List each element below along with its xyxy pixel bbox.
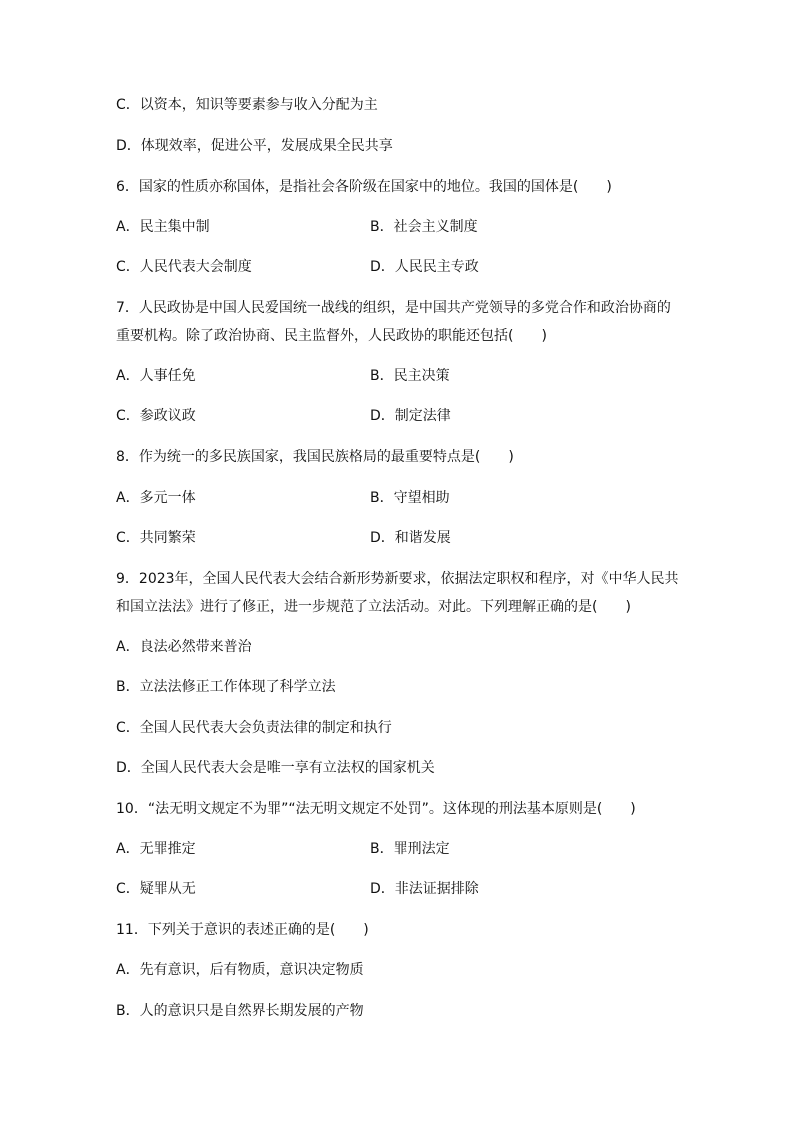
- q6-option-b: B．社会主义制度: [370, 219, 478, 235]
- q6-option-c: C．人民代表大会制度: [116, 259, 252, 275]
- q7-option-d: D．制定法律: [370, 408, 451, 424]
- q5-option-d: D．体现效率，促进公平，发展成果全民共享: [116, 138, 393, 154]
- q9-option-c: C．全国人民代表大会负责法律的制定和执行: [116, 720, 392, 736]
- q6-option-d: D．人民民主专政: [370, 259, 479, 275]
- q7-option-a: A．人事任免: [116, 368, 196, 384]
- q8-option-a: A．多元一体: [116, 490, 196, 506]
- q8-stem: 8．作为统一的多民族国家，我国民族格局的最重要特点是( ): [116, 449, 514, 465]
- q5-option-c: C．以资本，知识等要素参与收入分配为主: [116, 97, 378, 113]
- q11-option-a: A．先有意识，后有物质，意识决定物质: [116, 962, 364, 978]
- q11-option-b: B．人的意识只是自然界长期发展的产物: [116, 1003, 364, 1019]
- q7-stem-line2: 重要机构。除了政治协商、民主监督外，人民政协的职能还包括( ): [116, 328, 547, 344]
- q7-option-b: B．民主决策: [370, 368, 450, 384]
- q7-stem-line1: 7．人民政协是中国人民爱国统一战线的组织，是中国共产党领导的多党合作和政治协商的: [116, 300, 671, 316]
- q10-option-a: A．无罪推定: [116, 841, 196, 857]
- q6-option-a: A．民主集中制: [116, 219, 210, 235]
- q9-stem-line1: 9．2023年，全国人民代表大会结合新形势新要求，依据法定职权和程序，对《中华人民共: [116, 571, 679, 587]
- q10-option-b: B．罪刑法定: [370, 841, 450, 857]
- q11-stem: 11．下列关于意识的表述正确的是( ): [116, 922, 369, 938]
- q8-option-d: D．和谐发展: [370, 530, 451, 546]
- q10-option-c: C．疑罪从无: [116, 881, 196, 897]
- q6-stem: 6．国家的性质亦称国体，是指社会各阶级在国家中的地位。我国的国体是( ): [116, 179, 612, 195]
- q9-option-b: B．立法法修正工作体现了科学立法: [116, 679, 336, 695]
- q9-stem-line2: 和国立法法》进行了修正，进一步规范了立法活动。对此。下列理解正确的是( ): [116, 599, 631, 615]
- q10-stem: 10．“法无明文规定不为罪”“法无明文规定不处罚”。这体现的刑法基本原则是( ): [116, 801, 636, 817]
- q8-option-b: B．守望相助: [370, 490, 450, 506]
- q10-option-d: D．非法证据排除: [370, 881, 479, 897]
- q9-option-d: D．全国人民代表大会是唯一享有立法权的国家机关: [116, 760, 435, 776]
- q8-option-c: C．共同繁荣: [116, 530, 196, 546]
- q9-option-a: A．良法必然带来普治: [116, 639, 252, 655]
- q7-option-c: C．参政议政: [116, 408, 196, 424]
